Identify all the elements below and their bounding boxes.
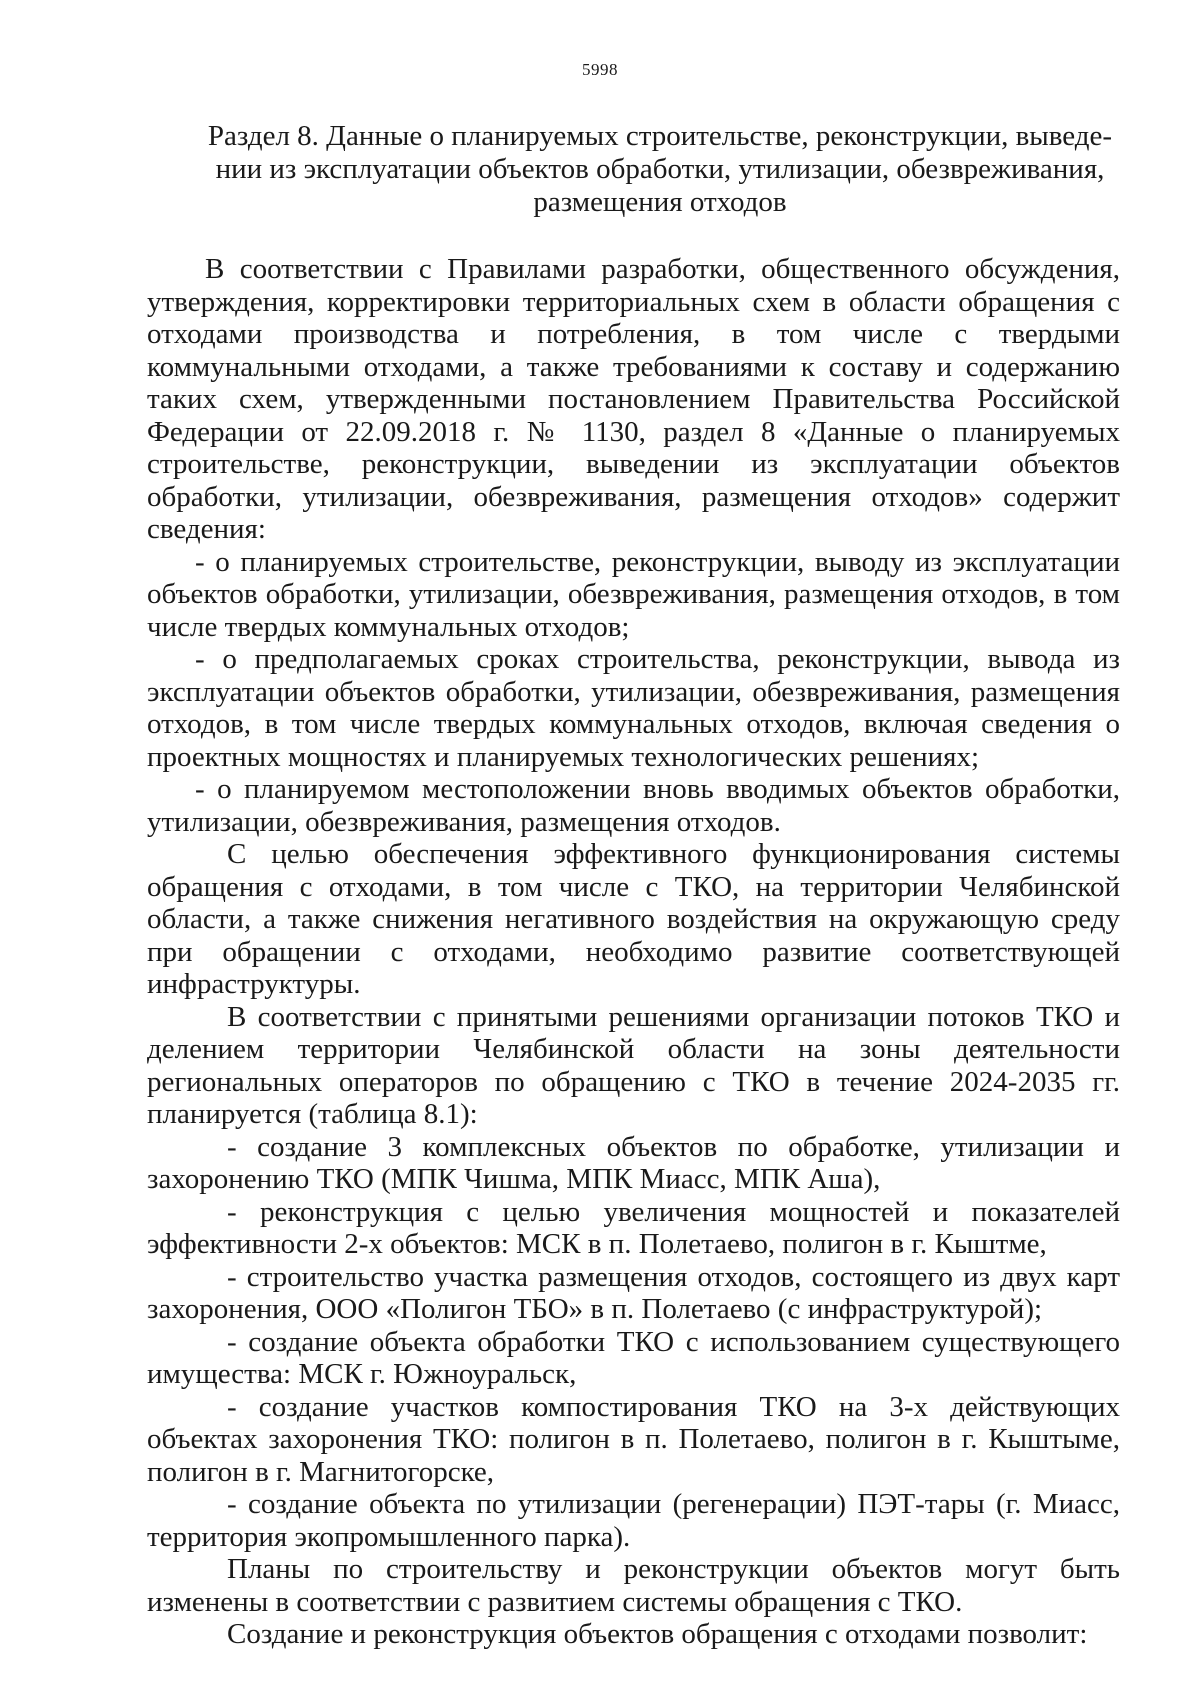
paragraph-outcome: Создание и реконструкция объектов обращения с отходами позволит: [227, 1618, 1088, 1650]
list-item-pet-recycling: - создание объекта по утилизации (регенерации) ПЭТ-тары (г. Миасс, территория экопромышленного парка). [147, 1488, 1120, 1553]
list-item-timelines: - о предполагаемых сроках строительства, реконструкции, вывода из эксплуатации объектов обработки, утилизации, обезвреживания, размещения отходов, в том числе твердых коммунальных отходов, включая сведения о проектных мощностях и планируемых технологических решениях; [147, 643, 1120, 773]
section-title-line: нии из эксплуатации объектов обработки, утилизации, обезвреживания, [215, 153, 1105, 185]
list-item-construction: - о планируемых строительстве, реконструкции, выводу из эксплуатации объектов обработки, утилизации, обезвреживания, размещения отходов, в том числе твердых коммунальных отходов; [147, 545, 1120, 643]
paragraph-plans-change: Планы по строительству и реконструкции объектов могут быть изменены в соответствии с развитием системы обращения с ТКО. [147, 1553, 1120, 1618]
document-body [147, 253, 1120, 1651]
list-item-location: - о планируемом местоположении вновь вводимых объектов обработки, утилизации, обезвреживания, размещения отходов. [147, 773, 1120, 838]
page-number: 5998 [582, 60, 618, 79]
paragraph-purpose: С целью обеспечения эффективного функционирования системы обращения с отходами, в том числе с ТКО, на территории Челябинской области, а также снижения негативного воздействия на окружающую среду при обращении с отходами, необходимо развитие соответствующей инфраструктуры. [147, 838, 1120, 1000]
section-title-line: размещения отходов [533, 186, 787, 218]
paragraph-plan: В соответствии с принятыми решениями организации потоков ТКО и делением территории Челябинской области на зоны деятельности региональных операторов по обращению с ТКО в течение 2024-2035 гг. планируется (таблица 8.1): [147, 1000, 1120, 1130]
list-item-reconstruction: - реконструкция с целью увеличения мощностей и показателей эффективности 2-х объектов: МСК в п. Полетаево, полигон в г. Кыштме, [147, 1195, 1120, 1260]
paragraph-intro: В соответствии с Правилами разработки, общественного обсуждения, утверждения, корректировки территориальных схем в области обращения с отходами производства и потребления, в том числе с твердыми коммунальными отходами, а также требованиями к составу и содержанию таких схем, утвержденными постановлением Правительства Российской Федерации от 22.09.2018 г. № 1130, раздел 8 «Данные о планируемых строительстве, реконструкции, выведении из эксплуатации объектов обработки, утилизации, обезвреживания, размещения отходов» содержит сведения: [147, 253, 1120, 545]
list-item-landfill-site: - строительство участка размещения отходов, состоящего из двух карт захоронения, ООО «Полигон ТБО» в п. Полетаево (с инфраструктурой); [147, 1260, 1120, 1325]
list-item-composting: - создание участков компостирования ТКО на 3-х действующих объектах захоронения ТКО: полигон в п. Полетаево, полигон в г. Кыштыме, полигон в г. Магнитогорске, [147, 1390, 1120, 1488]
section-title [200, 120, 1120, 219]
section-title-line: Раздел 8. Данные о планируемых строительстве, реконструкции, выведе- [207, 120, 1113, 152]
list-item-processing-object: - создание объекта обработки ТКО с использованием существующего имущества: МСК г. Южноуральск, [147, 1325, 1120, 1390]
list-item-complex-objects: - создание 3 комплексных объектов по обработке, утилизации и захоронению ТКО (МПК Чишма, МПК Миасс, МПК Аша), [147, 1130, 1120, 1195]
